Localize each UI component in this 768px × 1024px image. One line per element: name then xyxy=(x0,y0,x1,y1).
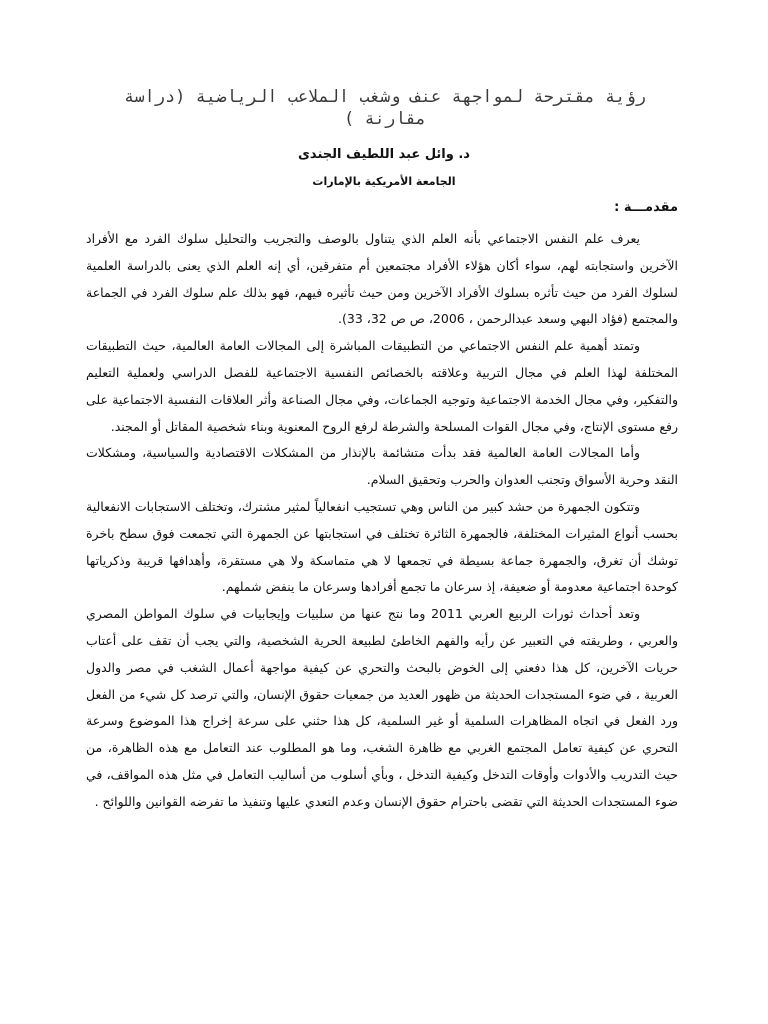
paragraph: وأما المجالات العامة العالمية فقد بدأت متشائمة بالإنذار من المشكلات الاقتصادية والسياسية، ومشكلات النقد وحرية الأسواق وتجنب العدوان والحرب وتحقيق السلام. xyxy=(86,445,678,488)
paragraph: يعرف علم النفس الاجتماعي بأنه العلم الذي يتناول بالوصف والتجريب والتحليل سلوك الفرد مع الأفراد الآخرين واستجابته لهم، سواء أكان هؤلاء الأفراد مجتمعين أم متفرقين، أي إنه العلم الذي يعنى بالدراسة العلمية لسلوك الفرد من حيث تأثره بسلوك الأفراد الآخرين ومن حيث تأثيره فيهم، فهو بذلك علم سلوك الفرد في الجماعة والمجتمع (فؤاد البهي وسعد عبدالرحمن ، 2006، ص ص 32، 33). xyxy=(86,231,678,327)
paragraph: وتعد أحداث ثورات الربيع العربي 2011 وما نتج عنها من سلبيات وإيجابيات في سلوك المواطن المصري والعربي ، وطريقته في التعبير عن رأيه والفهم الخاطئ لطبيعة الحرية الشخصية، والتي يجب أن تقف على أعتاب حريات الآخرين، كل هذا دفعني إلى الخوض بالبحث والتحري عن كيفية مواجهة أعمال الشغب في مصر والدول العربية ، في ضوء المستجدات الحديثة من ظهور العديد من جمعيات حقوق الإنسان، والتي ترصد كل شيء من الفعل ورد الفعل في اتجاه المظاهرات السلمية أو غير السلمية، كل هذا حثني على سرعة إخراج هذا الموضوع وسرعة التحري عن كيفية تعامل المجتمع الغربي مع ظاهرة الشغب، وما هو المطلوب عند التعامل مع هذه الظاهرة، من حيث التدريب والأدوات وأوقات التدخل وكيفية التدخل ، وبأي أسلوب من أساليب التعامل في مثل هذه المواقف، في ضوء المستجدات الحديثة التي تقضى باحترام حقوق الإنسان وعدم التعدي عليها وتنفيذ ما تفرضه القوانين واللوائح . xyxy=(86,606,678,809)
document-title: رؤية مقترحة لمواجهة عنف وشغب الملاعب الرياضية (دراسة مقارنة ) xyxy=(124,87,646,129)
author-affiliation: الجامعة الأمريكية بالإمارات xyxy=(312,175,456,188)
author-name: د. وائل عبد اللطيف الجندى xyxy=(298,147,470,162)
section-heading-introduction: مقدمـــة : xyxy=(614,200,678,215)
paragraph: وتمتد أهمية علم النفس الاجتماعي من التطبيقات المباشرة إلى المجالات العامة العالمية، حيث التطبيقات المختلفة لهذا العلم في مجال التربية وعلاقته بالخصائص النفسية الاجتماعية للفصل الدراسي ولعملية التعليم والتفكير، وفي مجال الخدمة الاجتماعية وتوجيه الجماعات، وفي مجال الصناعة وأثر العلاقات النفسية الاجتماعية على رفع مستوى الإنتاج، وفي مجال القوات المسلحة والشرطة لرفع الروح المعنوية وبناء شخصية المقاتل أو المجند. xyxy=(86,338,678,434)
paragraph: وتتكون الجمهرة من حشد كبير من الناس وهي تستجيب انفعالياً لمثير مشترك، وتختلف الاستجابات الانفعالية بحسب أنواع المثيرات المختلفة، فالجمهرة الثائرة تختلف في استجابتها عن الجمهرة التي تجمعت فوق سطح باخرة توشك أن تغرق، والجمهرة جماعة بسيطة في تجمعها لا هي متماسكة ولا هي مستقرة، وأهدافها قريبة وذكرياتها كوحدة اجتماعية معدومة أو ضعيفة، إذ سرعان ما تجمع أفرادها وسرعان ما ينفض شملهم. xyxy=(86,498,678,595)
body-text xyxy=(86,226,678,816)
